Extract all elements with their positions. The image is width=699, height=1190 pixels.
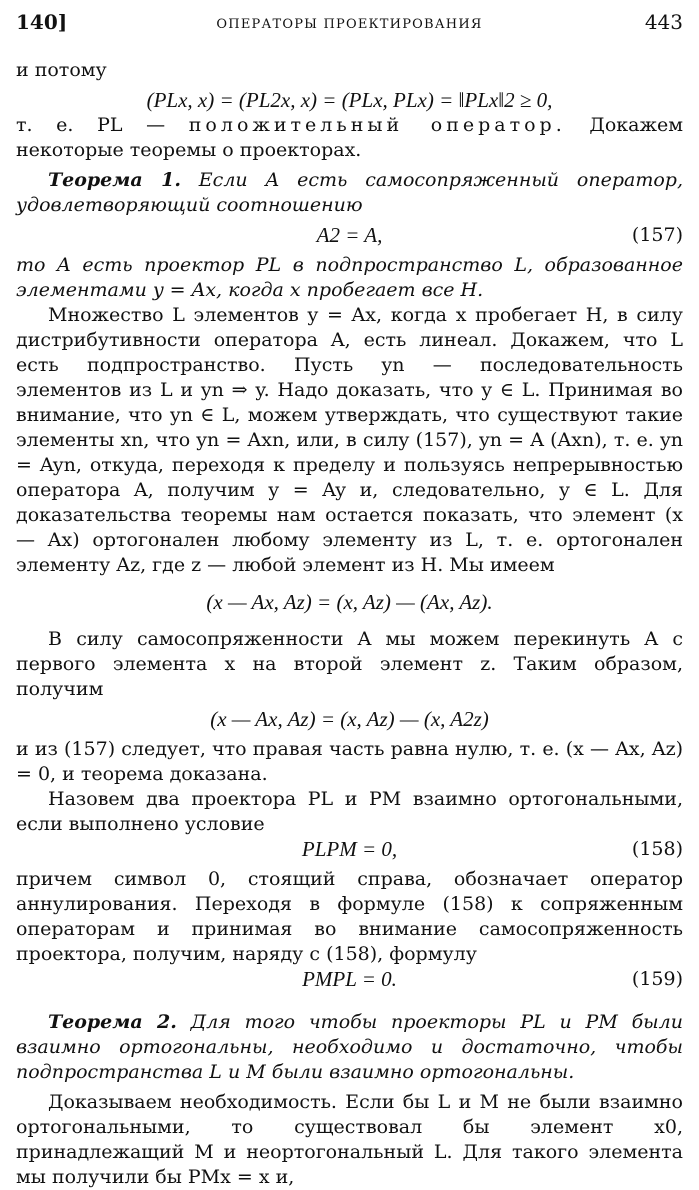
running-header (16, 10, 683, 40)
formula-158-body: PLPM = 0, (301, 837, 398, 861)
formula-157 (16, 223, 683, 248)
page-body (16, 58, 683, 1190)
equation-number-157: (157) (631, 224, 683, 246)
formula-159 (16, 967, 683, 992)
theorem-1-statement (16, 168, 683, 218)
formula-159-body: PMPL = 0. (302, 967, 397, 991)
text-run: т. е. PL — (16, 114, 189, 136)
paragraph-annihilation: причем символ 0, стоящий справа, обозначает оператор аннулирования. Переходя в формуле (158) к сопряженным операторам и принимая во внимание самосопряженность проектора, получим, наряду с (158), формулу (16, 868, 683, 965)
equation-number-158: (158) (631, 838, 683, 860)
text-run: Докажем некоторые теоремы о проекторах. (16, 114, 683, 161)
page-number: 443 (644, 10, 683, 34)
formula-positivity: (PLx, x) = (PL2x, x) = (PLx, PLx) = ‖PLx‖2 ≥ 0, (146, 88, 553, 112)
paragraph-self-adjoint: В силу самосопряженности A мы можем перекинуть A с первого элемента x на второй элемент z. Таким образом, получим (16, 628, 683, 700)
formula-inner-product-2: (x — Ax, Az) = (x, Az) — (x, A2z) (210, 707, 489, 731)
running-title: ОПЕРАТОРЫ ПРОЕКТИРОВАНИЯ (216, 17, 483, 32)
paragraph-theorem-proved: и из (157) следует, что правая часть равна нулю, т. е. (x — Ax, Az) = 0, и теорема доказана. (16, 738, 683, 785)
spaced-emphasis: положительный оператор. (188, 114, 566, 136)
formula-158 (16, 837, 683, 862)
paragraph-proof-1: Множество L элементов y = Ax, когда x пробегает H, в силу дистрибутивности оператора A, есть линеал. Докажем, что L есть подпространство. Пусть yn — последовательность элементов из L и yn ⇒ y. Надо доказать, что y ∈ L. Принимая во внимание, что yn ∈ L, можем утверждать, что существуют такие элементы xn, что yn = Axn, или, в силу (157), yn = A (Axn), т. е. yn = Ayn, откуда, переходя к пределу и пользуясь непрерывностью оператора A, получим y = Ay и, следовательно, y ∈ L. Для доказательства теоремы нам остается показать, что элемент (x — Ax) ортогонален любому элементу из L, т. е. ортогонален элементу Az, где z — любой элемент из H. Мы имеем (16, 304, 683, 576)
paragraph-positive-operator (16, 113, 683, 163)
theorem-2-title: Теорема 2. (48, 1011, 177, 1033)
formula-157-body: A2 = A, (316, 223, 383, 247)
theorem-2-text: Для того чтобы проекторы PL и PM были взаимно ортогональны, необходимо и достаточно, чтобы подпространства L и M были взаимно ортогональны. (16, 1011, 683, 1083)
paragraph-intro: и потому (16, 59, 107, 81)
section-number: 140] (16, 10, 68, 34)
formula-inner-product-1: (x — Ax, Az) = (x, Az) — (Ax, Az). (206, 590, 493, 614)
paragraph-necessity: Доказываем необходимость. Если бы L и M не были взаимно ортогональными, то существовал бы элемент x0, принадлежащий M и неортогональный L. Для такого элемента мы получили бы PMx = x и, (16, 1091, 683, 1188)
equation-number-159: (159) (631, 968, 683, 990)
paragraph-orthogonal-projectors: Назовем два проектора PL и PM взаимно ортогональными, если выполнено условие (16, 788, 683, 835)
theorem-1-text: Если A есть самосопряженный оператор, удовлетворяющий соотношению (16, 169, 683, 216)
theorem-2-statement (16, 1010, 683, 1085)
theorem-1-title: Теорема 1. (48, 169, 181, 191)
theorem-1-conclusion: то A есть проектор PL в подпространство L, образованное элементами y = Ax, когда x пробегает все H. (16, 254, 683, 301)
